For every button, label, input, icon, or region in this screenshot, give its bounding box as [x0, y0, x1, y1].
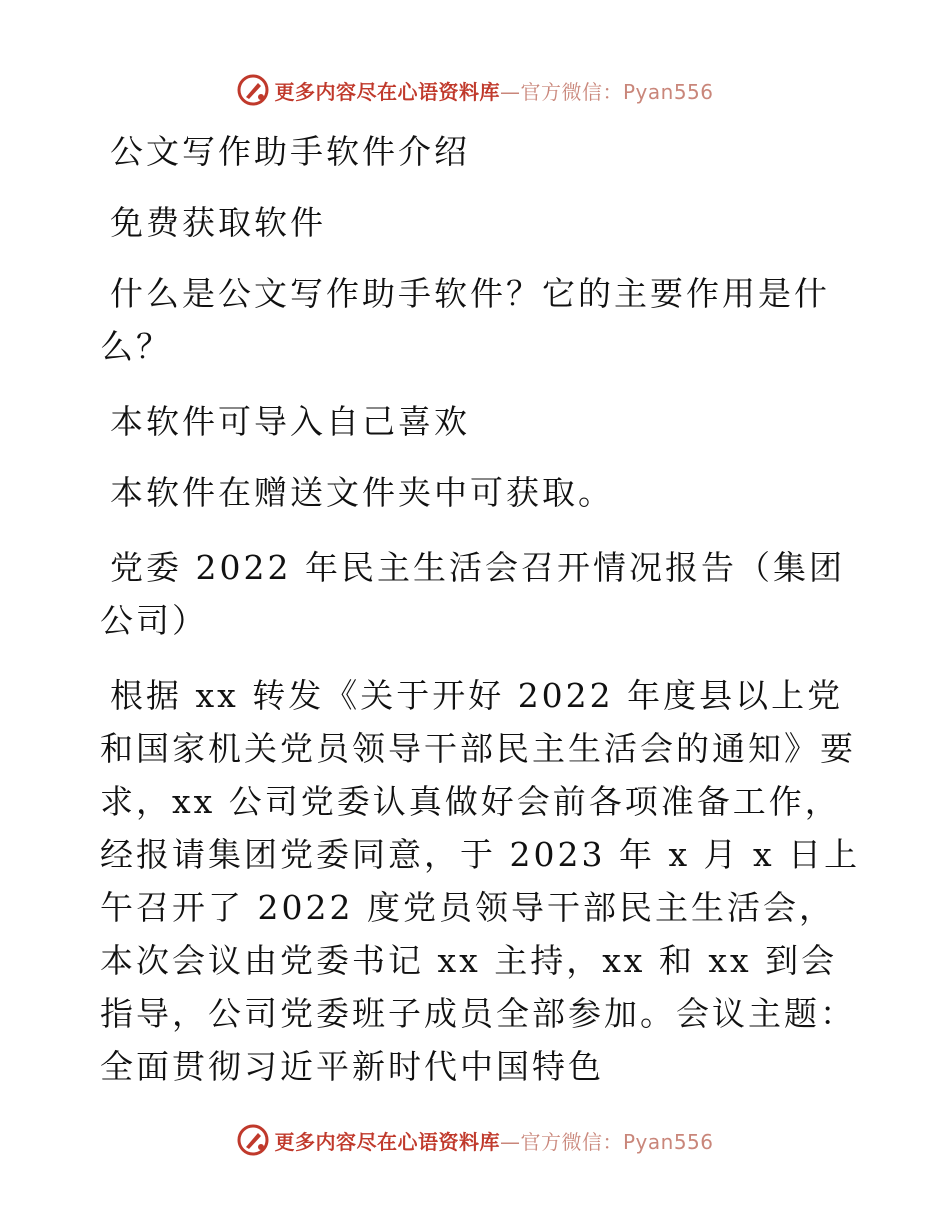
doc-title: 公文写作助手软件介绍 [110, 132, 470, 171]
banner-separator: — [499, 1129, 521, 1154]
doc-paragraph: 本软件可导入自己喜欢 [110, 402, 470, 441]
banner-wechat-id: Pyan556 [622, 1129, 714, 1154]
banner-text [274, 1126, 713, 1155]
doc-paragraph: 免费获取软件 [110, 203, 326, 242]
brand-logo-icon [236, 73, 270, 107]
report-title: 党委 2022 年民主生活会召开情况报告（集团公司） [100, 548, 845, 640]
report-body: 根据 xx 转发《关于开好 2022 年度县以上党和国家机关党员领导干部民主生活会的通知》要求，xx 公司党委认真做好会前各项准备工作，经报请集团党委同意，于 2023 年 x 月 x 日上午召开了 2022 度党员领导干部民主生活会，本次会议由党委书记 xx 主持，xx 和 xx 到会指导，公司党委班子成员全部参加。会议主题：全面贯彻习近平新时代中国特色 [100, 676, 861, 1086]
doc-paragraph: 什么是公文写作助手软件？它的主要作用是什么？ [100, 274, 830, 366]
banner-text [274, 76, 713, 105]
banner-brand: 更多内容尽在心语资料库 [274, 1129, 500, 1154]
banner-wechat-label: 官方微信： [520, 79, 623, 104]
banner-wechat-id: Pyan556 [622, 79, 714, 104]
banner-wechat-label: 官方微信： [520, 1129, 623, 1154]
doc-paragraph: 本软件在赠送文件夹中可获取。 [110, 473, 614, 512]
footer-watermark-banner [0, 1120, 950, 1160]
banner-separator: — [499, 79, 521, 104]
brand-logo-icon [236, 1123, 270, 1157]
document-body [100, 125, 870, 1093]
banner-brand: 更多内容尽在心语资料库 [274, 79, 500, 104]
header-watermark-banner [0, 70, 950, 110]
